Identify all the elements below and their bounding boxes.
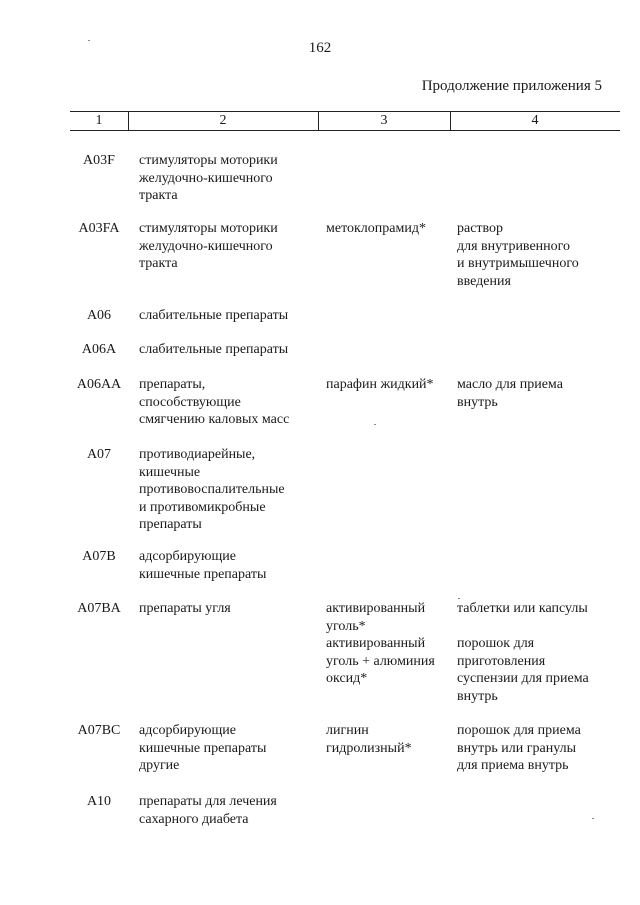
cell-line: препараты угля bbox=[139, 601, 231, 616]
cell-line: способствующие bbox=[139, 394, 241, 410]
cell-line: для внутривенного bbox=[457, 238, 571, 254]
dosage-form-cell bbox=[457, 220, 617, 290]
cell-line: и противомикробные bbox=[139, 499, 266, 515]
scan-speck bbox=[458, 598, 460, 599]
cell-line: препараты bbox=[139, 517, 202, 532]
scan-speck bbox=[592, 818, 594, 819]
cell-line: кишечные препараты bbox=[139, 740, 267, 756]
cell-line: противодиарейные, bbox=[139, 447, 256, 462]
cell-line: кишечные препараты bbox=[139, 566, 267, 582]
group-name-cell bbox=[139, 152, 319, 205]
cell-line: сахарного диабета bbox=[139, 811, 249, 827]
continuation-label: Продолжение приложения 5 bbox=[421, 78, 602, 94]
drug-name-cell bbox=[326, 376, 452, 394]
drug-name-cell bbox=[326, 220, 452, 238]
cell-line: слабительные препараты bbox=[139, 342, 289, 357]
atc-code-cell: A07BC bbox=[77, 723, 121, 738]
cell-line: лигнин bbox=[326, 723, 369, 738]
cell-line: активированный bbox=[326, 601, 426, 616]
cell-line: адсорбирующие bbox=[139, 723, 236, 738]
cell-line: кишечные bbox=[139, 464, 201, 480]
cell-line: слабительные препараты bbox=[139, 308, 289, 323]
column-number-2: 2 bbox=[219, 113, 227, 128]
cell-line: оксид* bbox=[326, 671, 368, 686]
scan-speck bbox=[374, 424, 376, 425]
cell-line bbox=[457, 618, 617, 636]
cell-line: порошок для приема bbox=[457, 723, 581, 738]
atc-code-cell: A10 bbox=[86, 794, 112, 809]
scan-speck bbox=[88, 40, 90, 41]
cell-line: адсорбирующие bbox=[139, 549, 236, 564]
group-name-cell bbox=[139, 600, 319, 618]
cell-line: смягчению каловых масс bbox=[139, 412, 290, 427]
atc-code-cell: A06A bbox=[81, 342, 117, 357]
group-name-cell bbox=[139, 793, 319, 828]
column-number-1: 1 bbox=[95, 113, 103, 128]
cell-line: желудочно-кишечного bbox=[139, 170, 273, 186]
cell-line: препараты, bbox=[139, 377, 206, 392]
cell-line: стимуляторы моторики bbox=[139, 153, 278, 168]
atc-code-cell: A06 bbox=[86, 308, 112, 323]
cell-line: масло для приема bbox=[457, 377, 563, 392]
dosage-form-cell bbox=[457, 376, 617, 411]
cell-line: внутрь bbox=[457, 688, 498, 704]
group-name-cell bbox=[139, 446, 319, 534]
cell-line: метоклопрамид* bbox=[326, 221, 426, 236]
dosage-form-cell bbox=[457, 600, 617, 705]
cell-line: раствор bbox=[457, 221, 504, 236]
atc-code-cell: A07B bbox=[82, 549, 116, 564]
cell-line: суспензии для приема bbox=[457, 671, 589, 686]
cell-line: тракта bbox=[139, 188, 178, 203]
cell-line: парафин жидкий* bbox=[326, 377, 434, 392]
cell-line: противовоспалительные bbox=[139, 482, 285, 497]
cell-line: порошок для bbox=[457, 636, 535, 651]
drug-name-cell bbox=[326, 722, 452, 757]
group-name-cell bbox=[139, 341, 319, 359]
cell-line: введения bbox=[457, 273, 511, 289]
cell-line: гидролизный* bbox=[326, 740, 412, 756]
atc-code-cell: A03FA bbox=[78, 221, 120, 236]
column-number-4: 4 bbox=[531, 113, 539, 128]
cell-line: и внутримышечного bbox=[457, 256, 579, 271]
cell-line: препараты для лечения bbox=[139, 794, 277, 809]
cell-line: приготовления bbox=[457, 653, 546, 669]
group-name-cell bbox=[139, 307, 319, 325]
cell-line: для приема внутрь bbox=[457, 758, 569, 773]
cell-line: уголь + алюминия bbox=[326, 653, 435, 669]
atc-code-cell: A06AA bbox=[76, 377, 122, 392]
group-name-cell bbox=[139, 220, 319, 273]
atc-code-cell: A03F bbox=[83, 153, 115, 168]
cell-line: уголь* bbox=[326, 618, 366, 634]
cell-line: таблетки или капсулы bbox=[457, 601, 588, 616]
atc-code-cell: A07 bbox=[86, 447, 112, 462]
cell-line: другие bbox=[139, 758, 180, 773]
cell-line: стимуляторы моторики bbox=[139, 221, 278, 236]
cell-line: внутрь bbox=[457, 394, 498, 410]
dosage-form-cell bbox=[457, 722, 617, 775]
group-name-cell bbox=[139, 376, 319, 429]
cell-line: внутрь или гранулы bbox=[457, 740, 576, 756]
cell-line: желудочно-кишечного bbox=[139, 238, 273, 254]
cell-line: активированный bbox=[326, 636, 426, 651]
drug-name-cell bbox=[326, 600, 452, 688]
group-name-cell bbox=[139, 548, 319, 583]
page-number: 162 bbox=[308, 40, 332, 56]
column-number-3: 3 bbox=[380, 113, 388, 128]
cell-line: тракта bbox=[139, 256, 178, 271]
group-name-cell bbox=[139, 722, 319, 775]
atc-code-cell: A07BA bbox=[77, 601, 121, 616]
table-header bbox=[70, 111, 620, 131]
